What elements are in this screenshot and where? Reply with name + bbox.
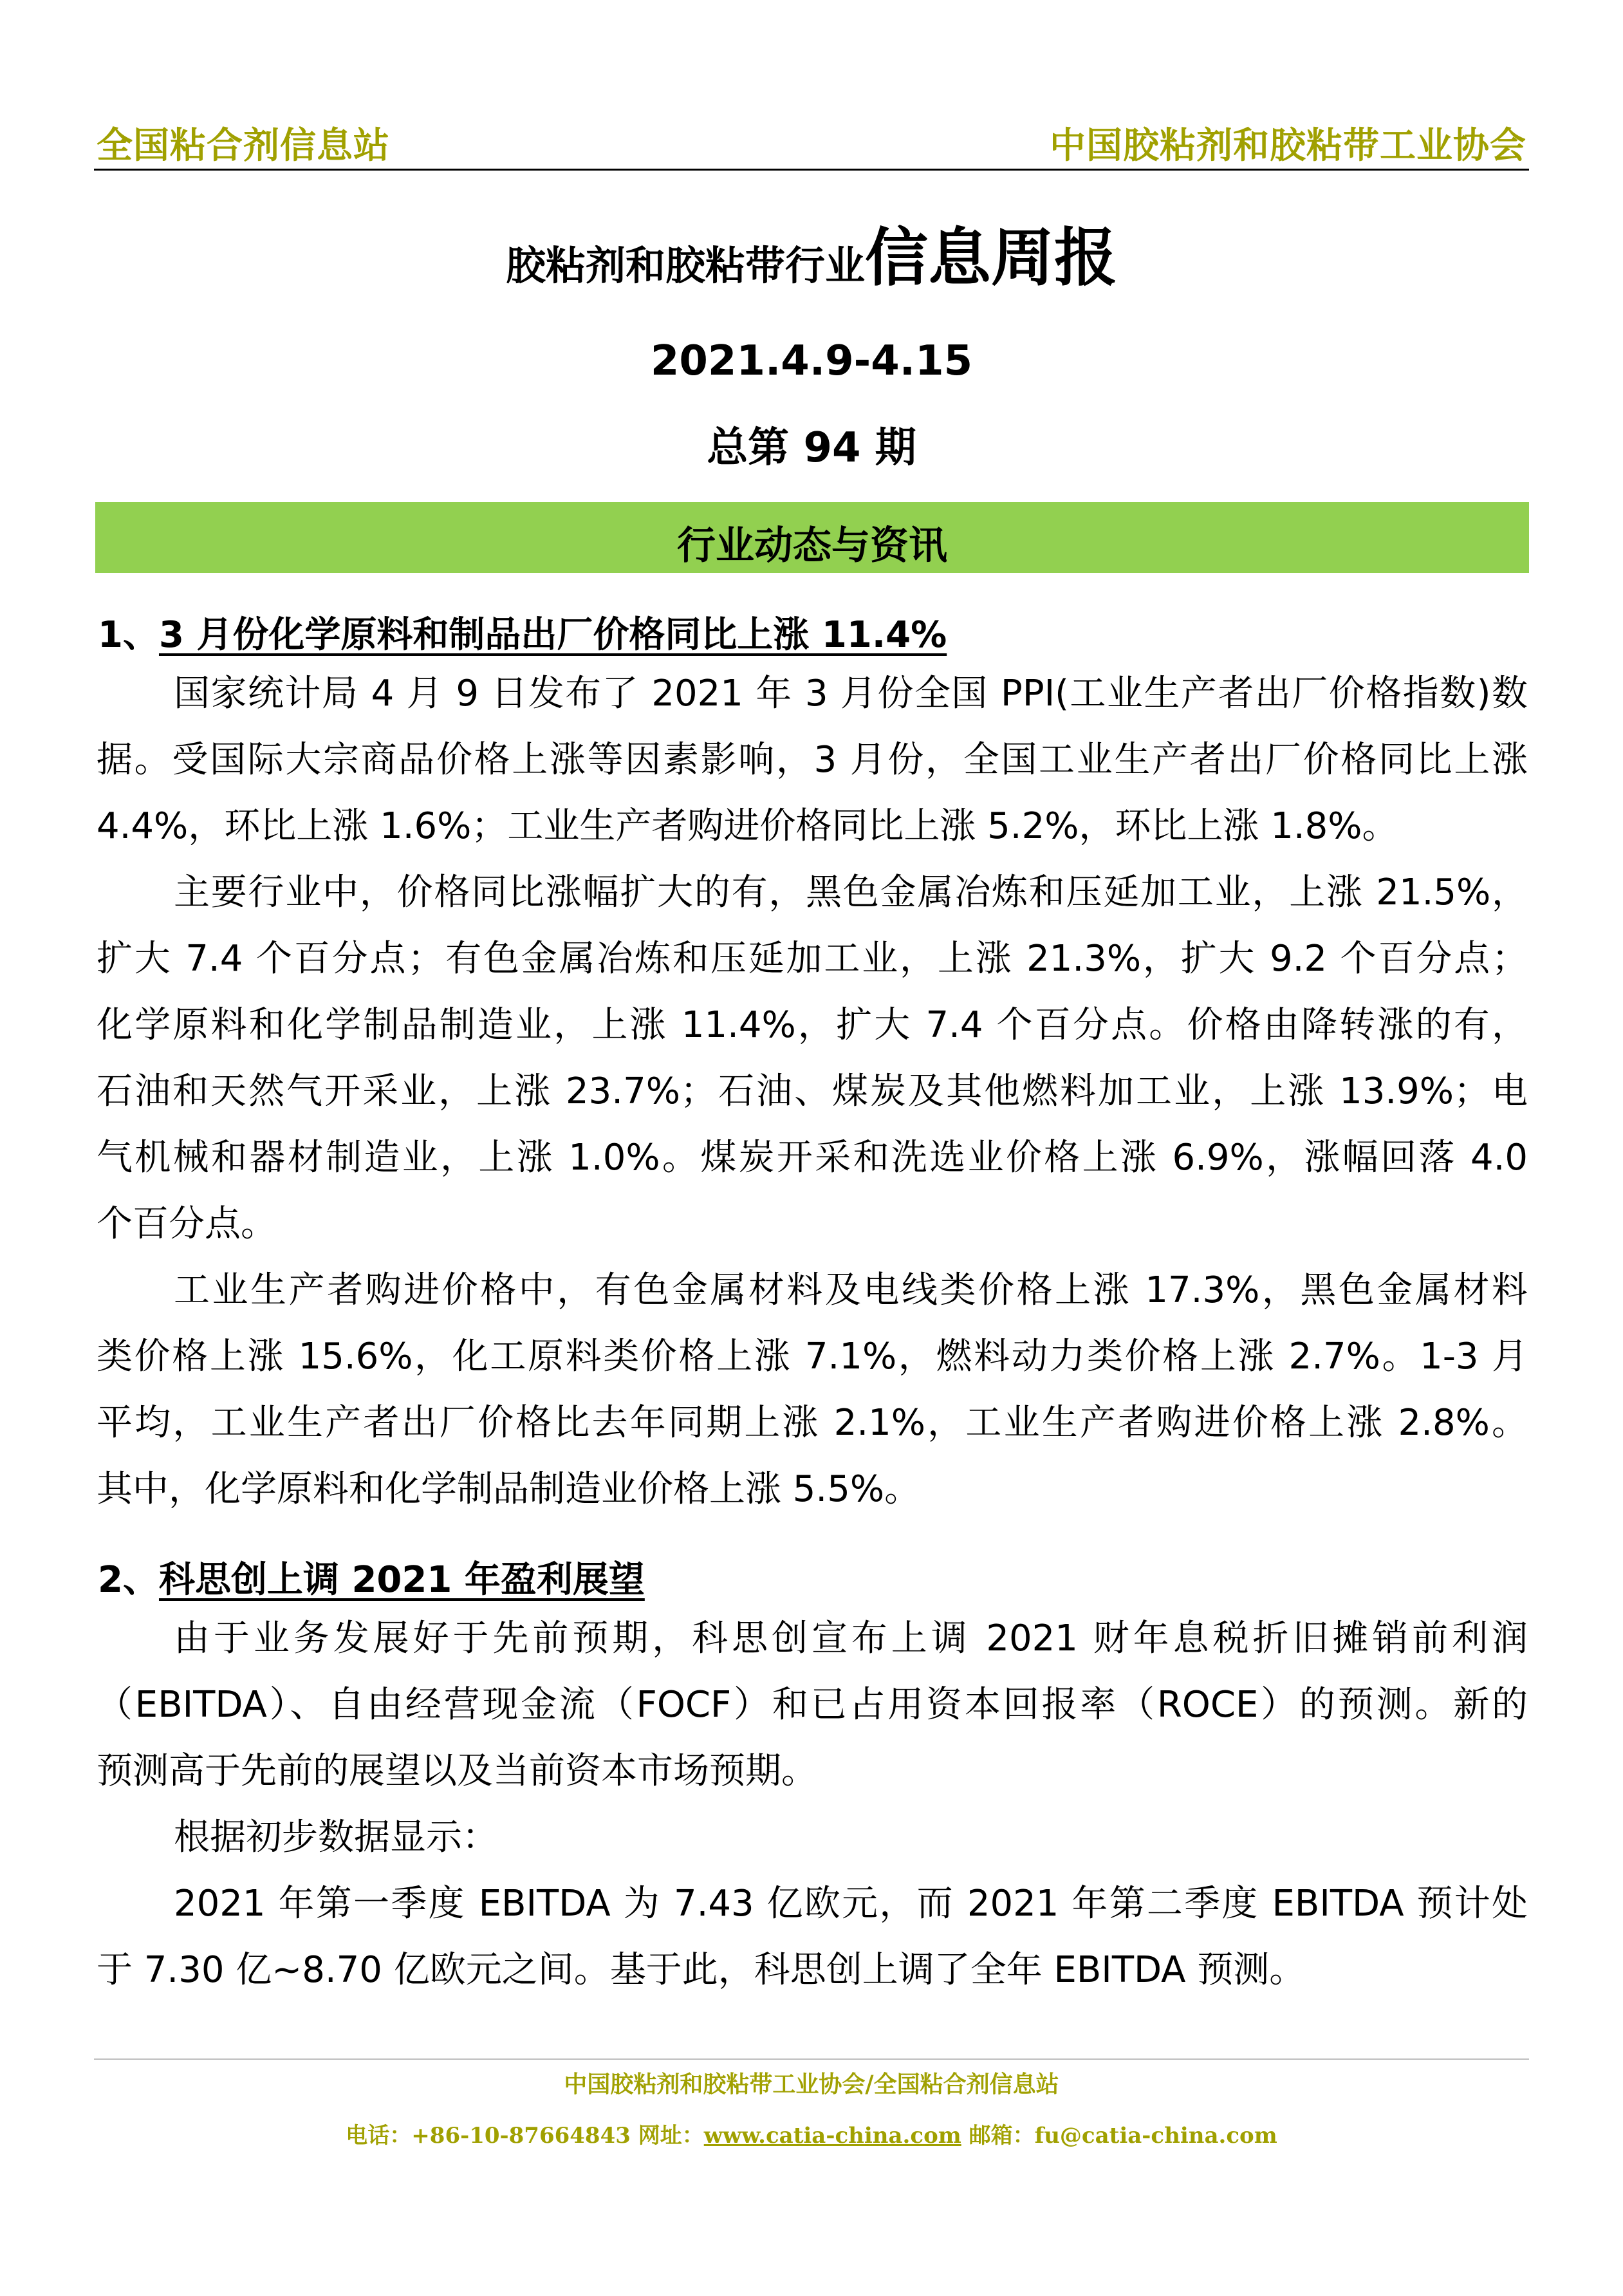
article-1-line: 扩大 7.4 个百分点；有色金属冶炼和压延加工业，上涨 21.3%，扩大 9.2 个百分点； xyxy=(97,938,1528,980)
article-1-line: 气机械和器材制造业，上涨 1.0%。煤炭开采和洗选业价格上涨 6.9%，涨幅回落 4.0 xyxy=(97,1137,1528,1179)
article-2-line: 于 7.30 亿~8.70 亿欧元之间。基于此，科思创上调了全年 EBITDA 预测。 xyxy=(97,1949,1306,1991)
article-1-line: 据。受国际大宗商品价格上涨等因素影响，3 月份，全国工业生产者出厂价格同比上涨 xyxy=(97,739,1528,781)
article-1-line: 石油和天然气开采业，上涨 23.7%；石油、煤炭及其他燃料加工业，上涨 13.9%；电 xyxy=(97,1070,1528,1112)
footer-divider xyxy=(94,2058,1529,2060)
article-2-number: 2、 xyxy=(98,1559,159,1601)
footer-contact xyxy=(0,2118,1623,2149)
article-1-line: 工业生产者购进价格中，有色金属材料及电线类价格上涨 17.3%，黑色金属材料 xyxy=(174,1269,1528,1311)
article-1-line: 平均，工业生产者出厂价格比去年同期上涨 2.1%，工业生产者购进价格上涨 2.8%。 xyxy=(97,1402,1528,1444)
article-1-line: 化学原料和化学制品制造业，上涨 11.4%，扩大 7.4 个百分点。价格由降转涨的有， xyxy=(97,1004,1528,1046)
issue-number: 总第 94 期 xyxy=(707,424,916,472)
footer-phone: 电话：+86-10-87664843 网址： xyxy=(346,2123,704,2149)
article-2-title: 科思创上调 2021 年盈利展望 xyxy=(158,1559,645,1601)
article-2-line: 根据初步数据显示： xyxy=(174,1816,498,1858)
article-1-line: 类价格上涨 15.6%，化工原料类价格上涨 7.1%，燃料动力类价格上涨 2.7%。1-3 月 xyxy=(97,1336,1528,1377)
article-2-heading xyxy=(98,1551,645,1603)
footer-org: 中国胶粘剂和胶粘带工业协会/全国粘合剂信息站 xyxy=(564,2071,1059,2098)
article-2-line: （EBITDA）、自由经营现金流（FOCF）和已占用资本回报率（ROCE）的预测。新的 xyxy=(97,1684,1528,1726)
article-1-title: 3 月份化学原料和制品出厂价格同比上涨 11.4% xyxy=(158,614,947,656)
article-2-line: 2021 年第一季度 EBITDA 为 7.43 亿欧元，而 2021 年第二季度 EBITDA 预计处 xyxy=(174,1883,1528,1925)
page-title xyxy=(0,207,1623,298)
article-1-line: 国家统计局 4 月 9 日发布了 2021 年 3 月份全国 PPI(工业生产者出厂价格指数)数 xyxy=(174,673,1528,714)
title-main: 信息周报 xyxy=(865,221,1118,295)
header-divider xyxy=(94,169,1529,171)
footer-website-link[interactable]: www.catia-china.com xyxy=(703,2123,961,2149)
title-prefix: 胶粘剂和胶粘带行业 xyxy=(505,242,865,289)
footer-email: 邮箱：fu@catia-china.com xyxy=(961,2123,1277,2149)
article-1-line: 主要行业中，价格同比涨幅扩大的有，黑色金属冶炼和压延加工业，上涨 21.5%， xyxy=(174,872,1528,913)
section-band xyxy=(95,502,1529,573)
article-1-line: 其中，化学原料和化学制品制造业价格上涨 5.5%。 xyxy=(97,1468,921,1510)
header-left-site-name: 全国粘合剂信息站 xyxy=(97,124,390,167)
header-right-association-name: 中国胶粘剂和胶粘带工业协会 xyxy=(1050,124,1526,167)
article-1-line: 4.4%，环比上涨 1.6%；工业生产者购进价格同比上涨 5.2%，环比上涨 1.8%。 xyxy=(97,805,1398,847)
article-1-number: 1、 xyxy=(98,614,159,656)
article-1-line: 个百分点。 xyxy=(97,1203,277,1245)
article-2-line: 预测高于先前的展望以及当前资本市场预期。 xyxy=(97,1750,817,1792)
section-band-title: 行业动态与资讯 xyxy=(677,523,947,568)
article-2-line: 由于业务发展好于先前预期，科思创宣布上调 2021 财年息税折旧摊销前利润 xyxy=(174,1618,1528,1659)
date-range: 2021.4.9-4.15 xyxy=(650,337,973,385)
article-1-heading xyxy=(98,606,947,658)
